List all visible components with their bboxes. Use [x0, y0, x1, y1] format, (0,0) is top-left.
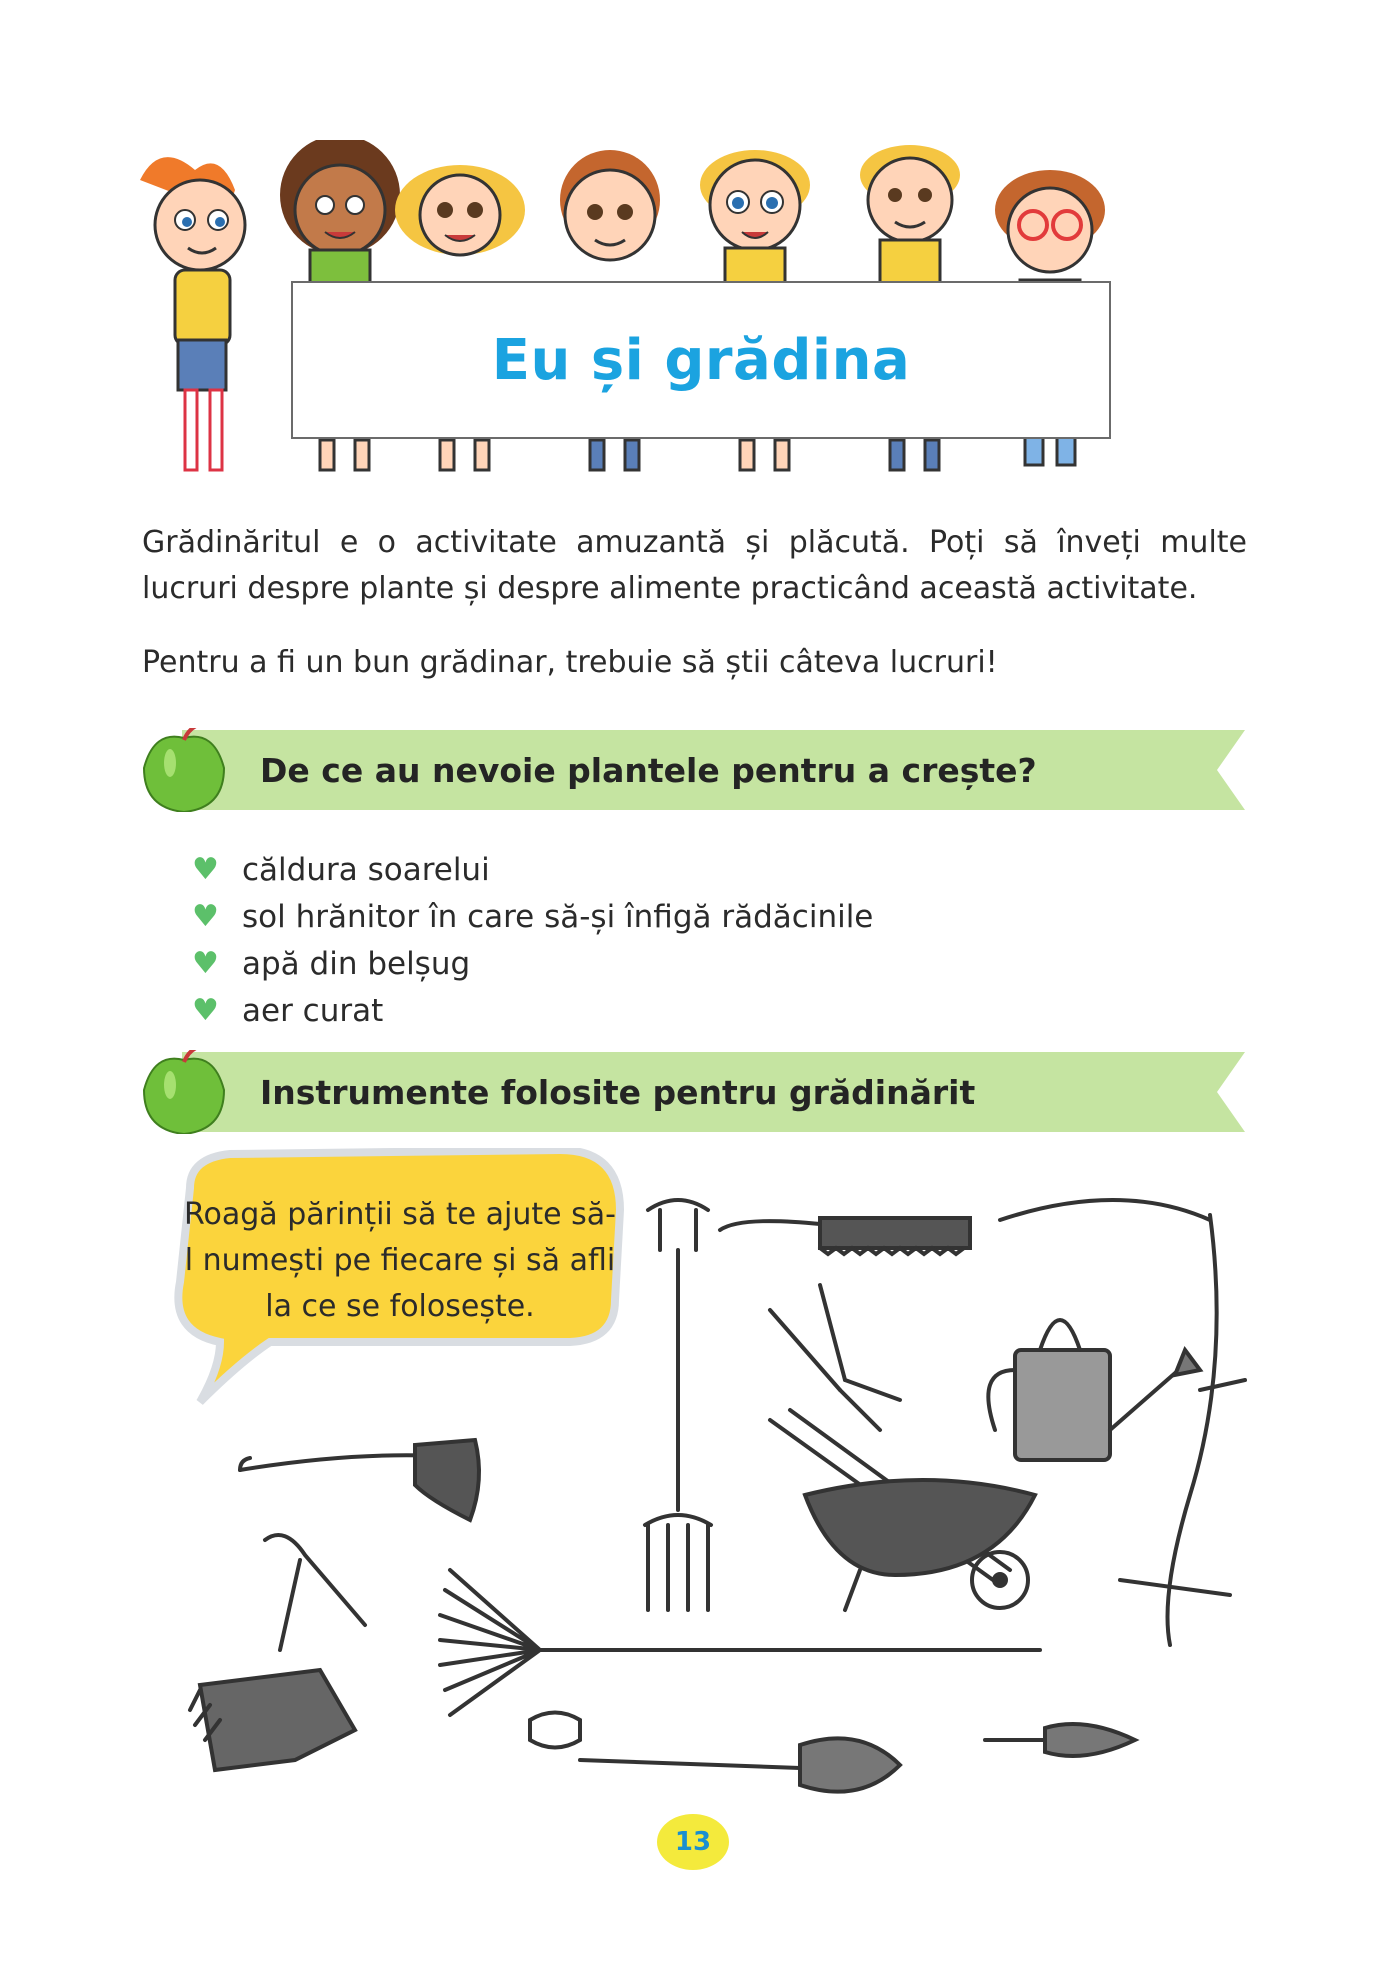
kid-illustration	[140, 157, 245, 470]
trowel-icon	[985, 1724, 1135, 1756]
section-heading: Instrumente folosite pentru grădinărit	[260, 1072, 976, 1112]
shears-icon	[770, 1285, 900, 1430]
section-banner	[142, 1050, 1247, 1134]
scythe-icon	[1000, 1200, 1245, 1645]
pruning-shears-icon	[265, 1535, 365, 1650]
axe-icon	[240, 1440, 479, 1520]
watering-can-icon	[988, 1320, 1200, 1460]
intro-paragraph: Grădinăritul e o activitate amuzantă și plăcută. Poți să înveți multe lucruri despre plante și despre alimente practicând această activitate.	[142, 525, 1247, 606]
page-title: Eu și grădina	[491, 327, 911, 393]
section-banner	[142, 728, 1247, 812]
list-item: ♥ apă din belșug	[192, 945, 471, 982]
list-item: ♥ căldura soarelui	[192, 851, 490, 888]
saw-icon	[720, 1218, 970, 1254]
bubble-text: Roagă părinții să te ajute să-l numești pe fiecare și să afli la ce se folosește.	[184, 1197, 616, 1324]
heart-bullet-icon: ♥	[192, 899, 219, 934]
rake-icon	[440, 1570, 1040, 1715]
list-item: ♥ sol hrănitor în care să-și înfigă rădăcinile	[192, 898, 874, 935]
list-item: ♥ aer curat	[192, 992, 384, 1029]
page-number: 13	[674, 1827, 712, 1857]
pitchfork-icon	[645, 1200, 711, 1610]
plant-needs-list	[192, 846, 873, 1034]
heart-bullet-icon: ♥	[192, 946, 219, 981]
shovel-icon	[530, 1713, 900, 1792]
section-heading: De ce au nevoie plantele pentru a crește?	[260, 750, 1037, 790]
title-sign	[291, 281, 1111, 439]
intro-tip: Pentru a fi un bun grădinar, trebuie să știi câteva lucruri!	[142, 645, 998, 680]
wheelbarrow-icon	[770, 1410, 1035, 1610]
heart-bullet-icon: ♥	[192, 993, 219, 1028]
heart-bullet-icon: ♥	[192, 852, 219, 887]
gloves-icon	[190, 1670, 355, 1770]
